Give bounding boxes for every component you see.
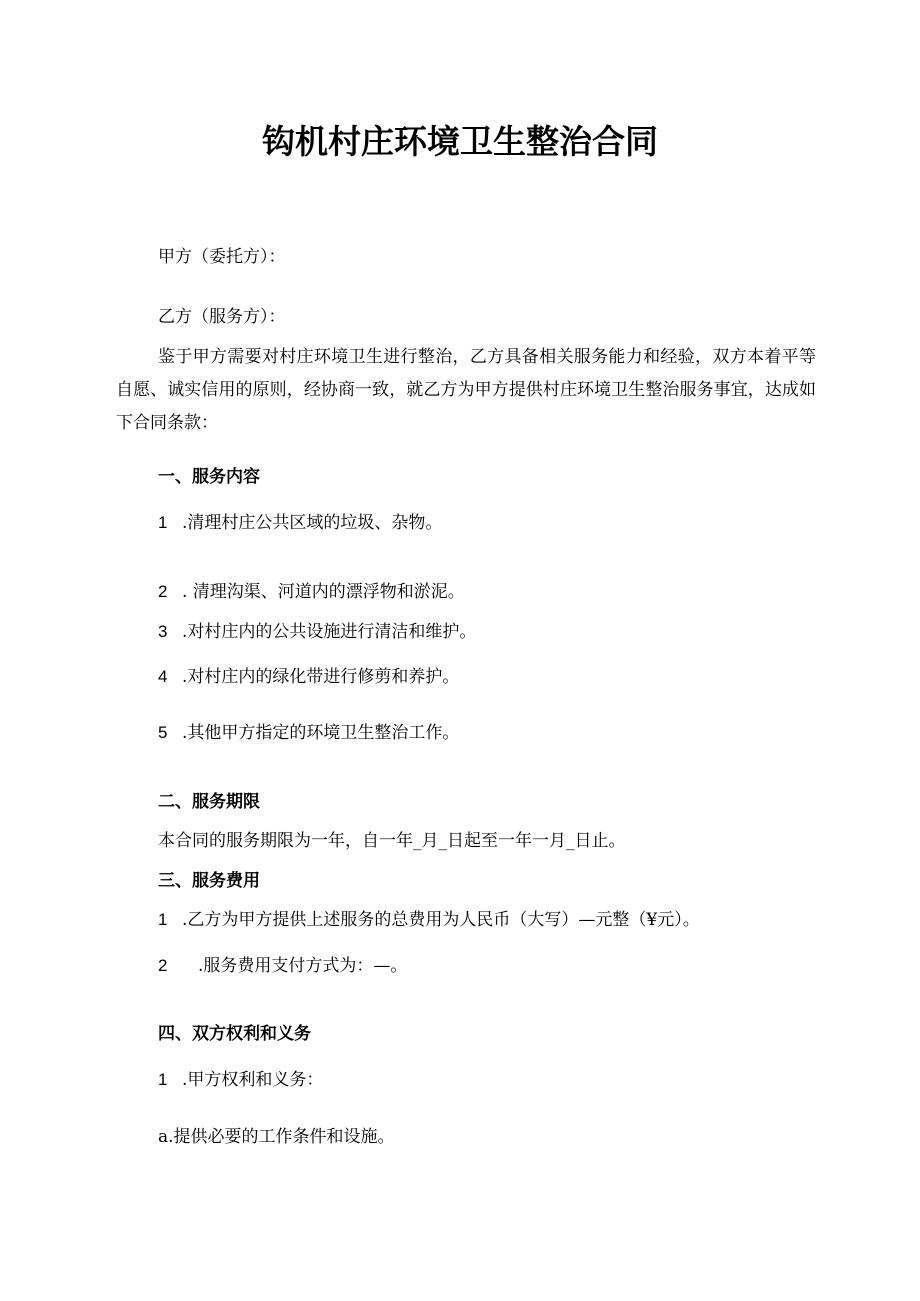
list-item-text: .清理村庄公共区域的垃圾、杂物。 [182, 513, 443, 533]
list-item [158, 620, 476, 644]
section-2-heading: 二、服务期限 [158, 792, 260, 812]
party-b-label: 乙方（服务方）： [158, 307, 286, 327]
sub-list-item: a.提供必要的工作条件和设施。 [158, 1127, 395, 1147]
section-1-heading: 一、服务内容 [158, 467, 260, 487]
list-item-number: 1 [158, 910, 168, 929]
document-title: 钩机村庄环境卫生整治合同 [262, 122, 658, 161]
list-item-number: 1 [158, 1070, 168, 1089]
list-item-number: 4 [158, 667, 168, 686]
list-item [158, 665, 459, 689]
list-item [158, 511, 442, 535]
section-3-heading: 三、服务费用 [158, 871, 260, 891]
list-item-number: 1 [158, 513, 168, 532]
list-item [158, 580, 465, 604]
list-item-text: .甲方权利和义务： [182, 1070, 324, 1090]
party-a-label: 甲方（委托方）： [158, 247, 286, 267]
preamble-paragraph: 鉴于甲方需要对村庄环境卫生进行整治，乙方具备相关服务能力和经验，双方本着平等自愿、诚实信用的原则，经协商一致，就乙方为甲方提供村庄环境卫生整治服务事宜，达成如下合同条款： [116, 347, 816, 433]
list-item-number: 3 [158, 622, 168, 641]
list-item-text: . 清理沟渠、河道内的漂浮物和淤泥。 [182, 582, 465, 602]
list-item-number: 2 [158, 582, 168, 601]
list-item [158, 954, 407, 978]
list-item [158, 908, 700, 932]
service-term-text: 本合同的服务期限为一年，自一年_月_日起至一年一月_日止。 [158, 831, 626, 851]
list-item [158, 721, 459, 745]
list-item-number: 2 [158, 956, 168, 975]
list-item-text: .服务费用支付方式为：—。 [198, 956, 408, 976]
list-item-text: .对村庄内的公共设施进行清洁和维护。 [182, 622, 477, 642]
list-item-text: .其他甲方指定的环境卫生整治工作。 [182, 723, 460, 743]
list-item-text: .对村庄内的绿化带进行修剪和养护。 [182, 667, 460, 687]
list-item-number: 5 [158, 723, 168, 742]
section-4-heading: 四、双方权利和义务 [158, 1024, 311, 1044]
list-item [158, 1068, 323, 1092]
list-item-text: .乙方为甲方提供上述服务的总费用为人民币（大写）—元整（¥元）。 [182, 910, 700, 930]
